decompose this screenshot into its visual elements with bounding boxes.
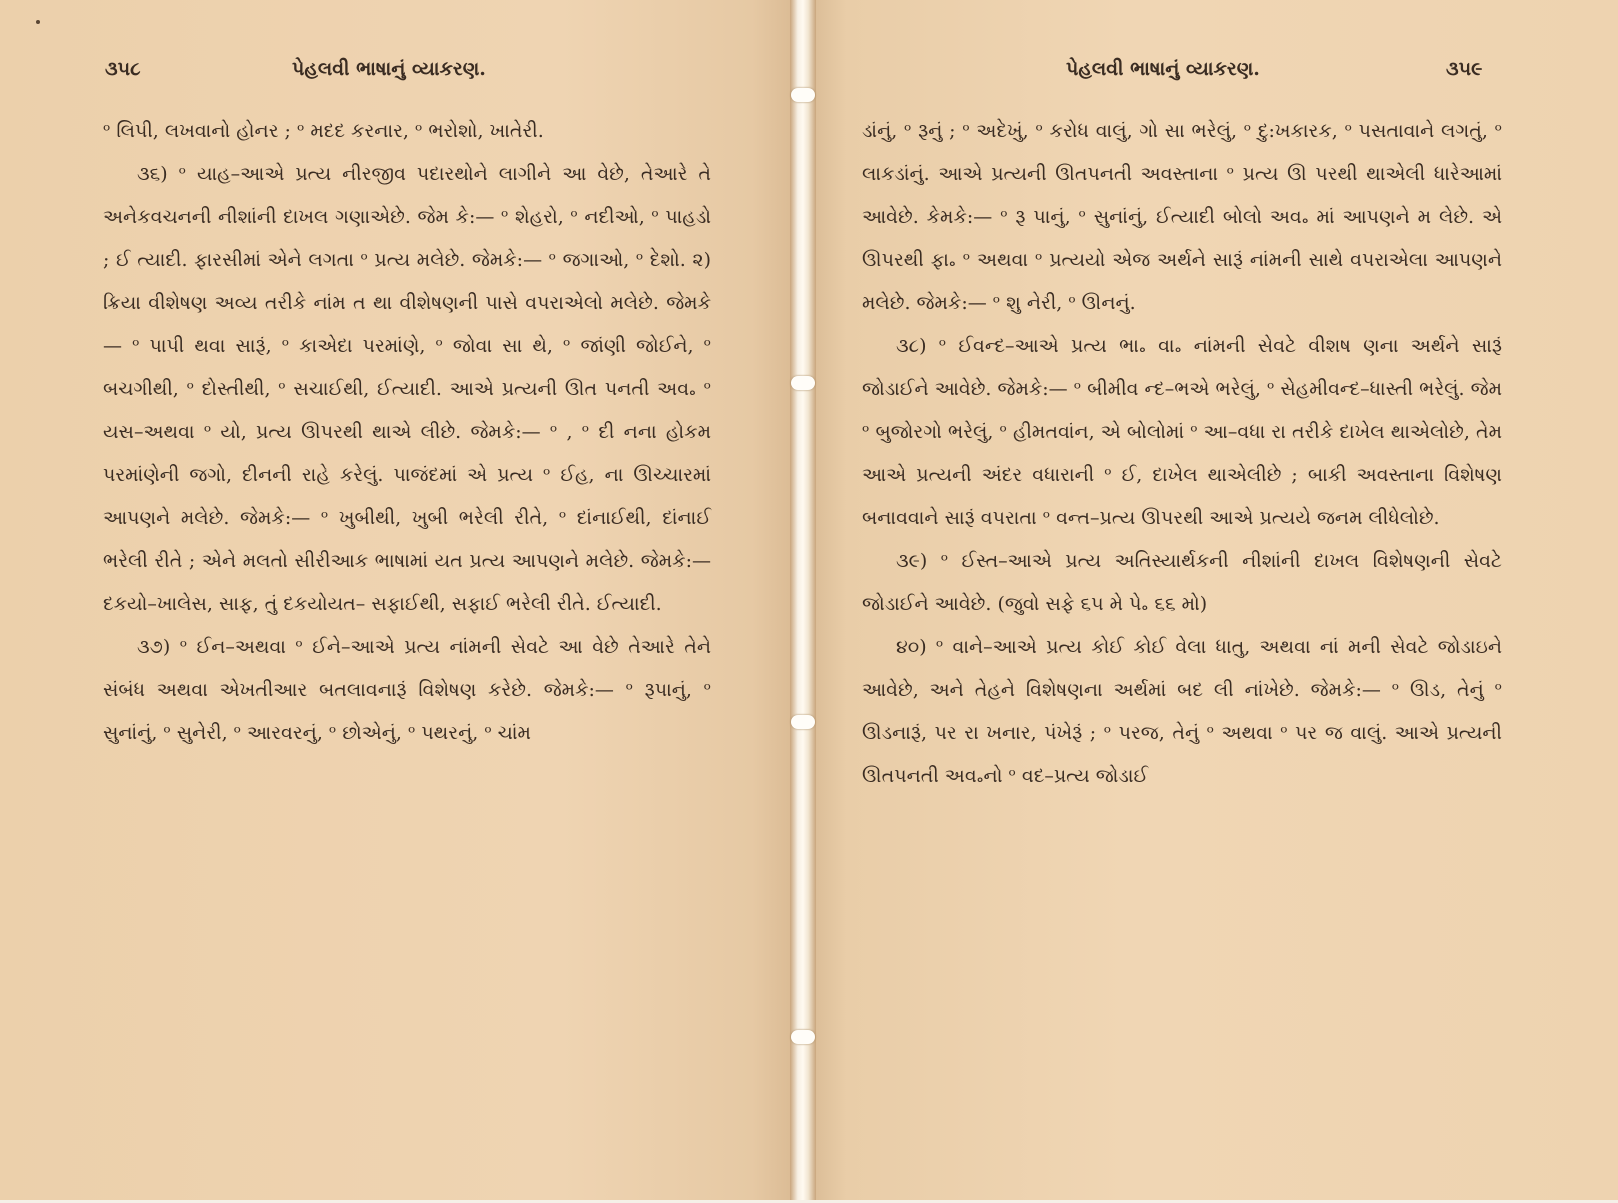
right-page bbox=[806, 0, 1618, 1200]
paragraph: ૪૦) ᵒ વાને–આએ પ્રત્ય કોઈ કોઈ વેલા ધાતુ, અથવા નાં મની સેવટે જોડાઇને આવેછે, અને તેહને વિશેષણના અર્થમાં બદ લી નાંખેછે. જેમકે:— ᵒ ઊડ, તેનું ᵒ ઊડનારૂં, પર રા ખનાર, પંખેરૂં ; ᵒ પરજ, તેનું ᵒ અથવા ᵒ પર જ વાલું. આએ પ્રત્યની ઊતપનતી અવ૰નો ᵒ વદ–પ્રત્ય જોડાઈ bbox=[862, 636, 1502, 787]
page-number: ૩૫૮ bbox=[105, 58, 141, 80]
paragraph: ૩૭) ᵒ ઈન–અથવા ᵒ ઈને–આએ પ્રત્ય નાંમની સેવટે આ વેછે તેઆરે તેને સંબંધ અથવા એખતીઆર બતલાવનારૂં વિશેષણ કરેછે. જેમકે:— ᵒ રૂપાનું, ᵒ સુનાંનું, ᵒ સુનેરી, ᵒ આરવરનું, ᵒ છોએનું, ᵒ પથરનું, ᵒ ચાંમ bbox=[103, 636, 711, 744]
ink-speck bbox=[36, 20, 40, 24]
paragraph: ડાંનું, ᵒ રૂનું ; ᵒ અદેખું, ᵒ કરોધ વાલું, ગો સા ભરેલું, ᵒ દુ:ખકારક, ᵒ પસતાવાને લગતું, ᵒ લાકડાંનું. આએ પ્રત્યની ઊતપનતી અવસ્તાના ᵒ પ્રત્ય ઊ પરથી થાએલી ધારેઆમાં આવેછે. કેમકે:— ᵒ રૂ પાનું, ᵒ સુનાંનું, ઈત્યાદી બોલો અવ૰ માં આપણને મ લેછે. એ ઊપરથી ફા૰ ᵒ અથવા ᵒ પ્રત્યયો એજ અર્થને સારૂં નાંમની સાથે વપરાએલા આપણને મલેછે. જેમકે:— ᵒ શુ નેરી, ᵒ ઊનનું. bbox=[862, 120, 1502, 314]
paragraph: ૩૮) ᵒ ઈવન્દ–આએ પ્રત્ય ભા૰ વા૰ નાંમની સેવટે વીશષ ણના અર્થને સારૂં જોડાઈને આવેછે. જેમકે:— ᵒ બીમીવ ન્દ–ભએ ભરેલું, ᵒ સેહમીવન્દ–ધાસ્તી ભરેલું. જેમ ᵒ બુજોરગો ભરેલું, ᵒ હીમતવાંન, એ બોલોમાં ᵒ આ–વધા રા તરીકે દાખેલ થાએલોછે, તેમ આએ પ્રત્યની અંદર વધારાની ᵒ ઈ, દાખેલ થાએલીછે ; બાકી અવસ્તાના વિશેષણ બનાવવાને સારૂં વપરાતા ᵒ વન્ત–પ્રત્ય ઊપરથી આએ પ્રત્યયે જનમ લીધેલોછે. bbox=[862, 335, 1502, 529]
page-body bbox=[103, 110, 711, 755]
paragraph: ૩૬) ᵒ યાહ–આએ પ્રત્ય નીરજીવ પદારથોને લાગીને આ વેછે, તેઆરે તે અનેકવચનની નીશાંની દાખલ ગણાએછે. જેમ કે:— ᵒ શેહરો, ᵒ નદીઓ, ᵒ પાહડો ; ઈ ત્યાદી. ફારસીમાં એને લગતા ᵒ પ્રત્ય મલેછે. જેમકે:— ᵒ જગાઓ, ᵒ દેશો. ૨) ક્રિયા વીશેષણ અવ્ય તરીકે નાંમ ત થા વીશેષણની પાસે વપરાએલો મલેછે. જેમકે— ᵒ પાપી થવા સારૂં, ᵒ કાએદા પરમાંણે, ᵒ જોવા સા થે, ᵒ જાંણી જોઈને, ᵒ બચગીથી, ᵒ દોસ્તીથી, ᵒ સચાઈથી, ઈત્યાદી. આએ પ્રત્યની ઊત પનતી અવ૰ ᵒ યસ–અથવા ᵒ યો, પ્રત્ય ઊપરથી થાએ લીછે. જેમકે:— ᵒ , ᵒ દી નના હોકમ પરમાંણેની જગો, દીનની રાહે કરેલું. પાજંદમાં એ પ્રત્ય ᵒ ઈહ, ના ઊચ્ચારમાં આપણને મલેછે. જેમકે:— ᵒ ખુબીથી, ખુબી ભરેલી રીતે, ᵒ દાંનાઈથી, દાંનાઈ ભરેલી રીતે ; એને મલતો સીરીઆક ભાષામાં યત પ્રત્ય આપણને મલેછે. જેમકે:— દકયો–ખાલેસ, સાફ, તું દકયોયત– સફાઈથી, સફાઈ ભરેલી રીતે. ઈત્યાદી. bbox=[103, 163, 711, 615]
page-number: ૩૫૯ bbox=[1446, 58, 1483, 80]
binding-stitch bbox=[791, 715, 815, 729]
binding-stitch bbox=[791, 1030, 815, 1044]
paragraph: ᵒ લિપી, લખવાનો હોનર ; ᵒ મદદ કરનાર, ᵒ ભરોશો, ખાતેરી. bbox=[103, 120, 544, 142]
running-title: પેહલવી ભાષાનું વ્યાકરણ. bbox=[292, 58, 486, 80]
running-title: પેહલવી ભાષાનું વ્યાકરણ. bbox=[1066, 58, 1260, 80]
paragraph: ૩૯) ᵒ ઈસ્ત–આએ પ્રત્ય અતિસ્યાર્થકની નીશાંની દાખલ વિશેષણની સેવટે જોડાઈને આવેછે. (જુવો સફે ૬૫ મે પે૰ ૬૬ મો) bbox=[862, 550, 1502, 615]
page-body bbox=[862, 110, 1502, 798]
book-gutter bbox=[790, 0, 816, 1200]
binding-stitch bbox=[791, 376, 815, 390]
binding-stitch bbox=[791, 88, 815, 102]
left-page bbox=[0, 0, 800, 1200]
